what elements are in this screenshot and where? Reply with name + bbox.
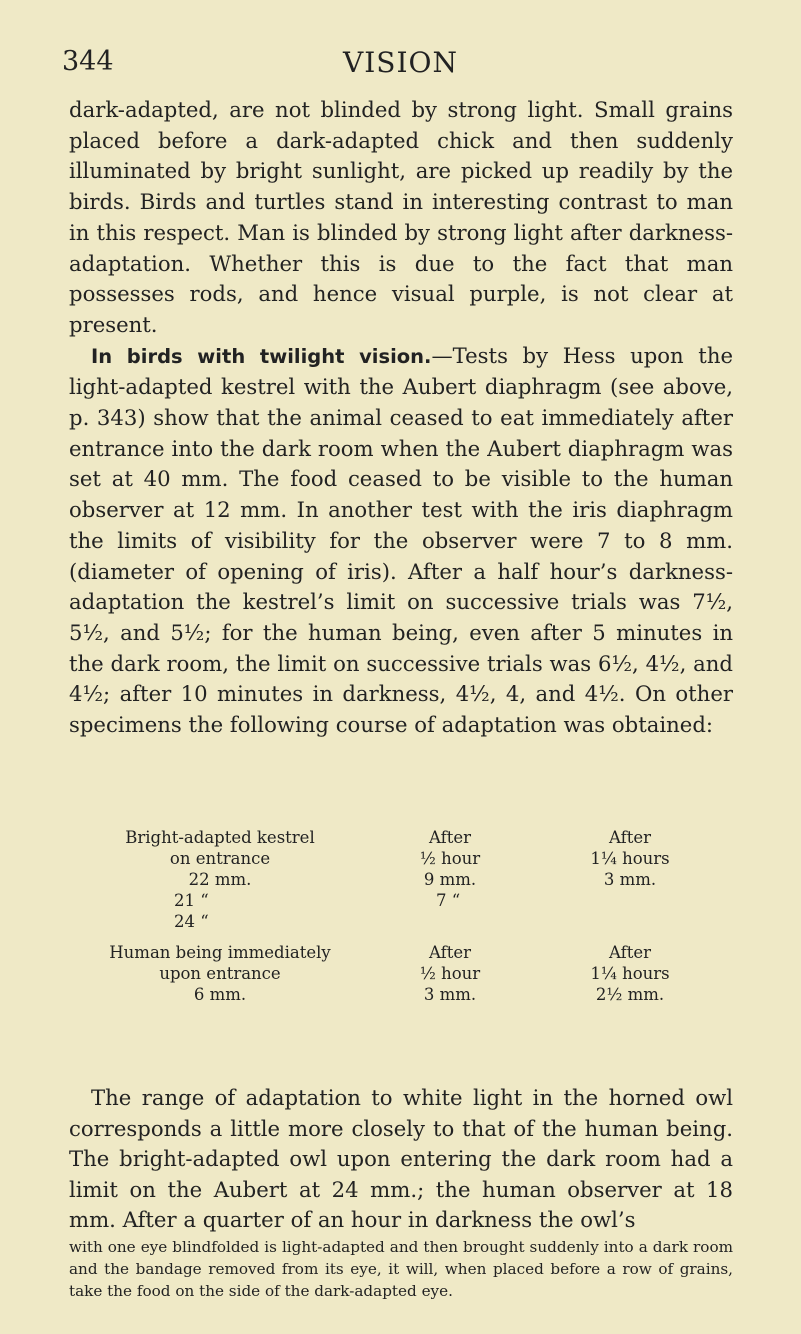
main-text-continued <box>69 1083 733 1236</box>
table-cell: After <box>428 828 471 847</box>
paragraph-2-text: —Tests by Hess upon the light-adapted kestrel with the Aubert diaphragm (see above, p. 343) show that the animal ceased to eat immediately after entrance into the dark room when the Aubert diaphragm was set at 40 mm. The food ceased to be visible to the human observer at 12 mm. In another test with the iris diaphragm the limits of visibility for the observer were 7 to 8 mm. (diameter of opening of iris). After a half hour’s darkness-adaptation the kestrel’s limit on successive trials was 7½, 5½, and 5½; for the human being, even after 5 minutes in the dark room, the limit on successive trials was 6½, 4½, and 4½; after 10 minutes in darkness, 4½, 4, and 4½. On other specimens the following course of adaptation was obtained: <box>69 342 733 738</box>
table-row <box>70 963 750 984</box>
footnote: with one eye blindfolded is light-adapted and then brought suddenly into a dark room and the bandage removed from its eye, it will, when placed before a row of grains, take the food on the side of the dark-adapted eye. <box>69 1238 733 1300</box>
table-row <box>70 911 750 932</box>
table-cell: upon entrance <box>159 964 281 983</box>
table-cell: 3 mm. <box>603 870 657 889</box>
table-cell: After <box>608 943 651 962</box>
paragraph-2 <box>69 341 733 741</box>
table-row <box>70 984 750 1005</box>
section-heading: In birds with twilight vision. <box>91 344 432 368</box>
table-cell: 1¼ hours <box>590 849 670 868</box>
table-cell: ½ hour <box>419 964 481 983</box>
table-cell: 22 mm. <box>188 870 252 889</box>
table-row <box>70 827 750 848</box>
table-row <box>70 869 750 890</box>
paragraph-1: dark-adapted, are not blinded by strong light. Small grains placed before a dark-adapted chick and then suddenly illuminated by bright sunlight, are picked up readily by the birds. Birds and turtles stand in interesting contrast to man in this respect. Man is blinded by strong light after darkness-adaptation. Whether this is due to the fact that man possesses rods, and hence visual purple, is not clear at present. <box>69 97 733 337</box>
table-cell: Human being immediately <box>109 943 331 962</box>
table-cell: 3 mm. <box>423 985 477 1004</box>
table-cell: 1¼ hours <box>590 964 670 983</box>
table-cell: 21 “ <box>174 891 209 910</box>
paragraph-3: The range of adaptation to white light in the horned owl corresponds a little more closely to that of the human being. The bright-adapted owl upon entering the dark room had a limit on the Aubert at 24 mm.; the human observer at 18 mm. After a quarter of an hour in darkness the owl’s <box>69 1085 733 1233</box>
table-cell: 6 mm. <box>193 985 247 1004</box>
table-cell: 2½ mm. <box>595 985 665 1004</box>
adaptation-table <box>70 827 750 1005</box>
page-number: 344 <box>62 46 114 77</box>
table-cell: ½ hour <box>419 849 481 868</box>
main-text <box>69 95 733 741</box>
table-cell: Bright-adapted kestrel <box>125 828 315 847</box>
table-cell: 24 “ <box>174 912 209 931</box>
table-row <box>70 942 750 963</box>
table-row <box>70 848 750 869</box>
table-cell: on entrance <box>169 849 271 868</box>
table-cell: After <box>608 828 651 847</box>
table-cell: After <box>428 943 471 962</box>
table-cell: 7 “ <box>436 891 461 910</box>
table-row <box>70 890 750 911</box>
table-cell: 9 mm. <box>423 870 477 889</box>
page-header <box>0 46 801 86</box>
running-title: VISION <box>343 46 458 79</box>
